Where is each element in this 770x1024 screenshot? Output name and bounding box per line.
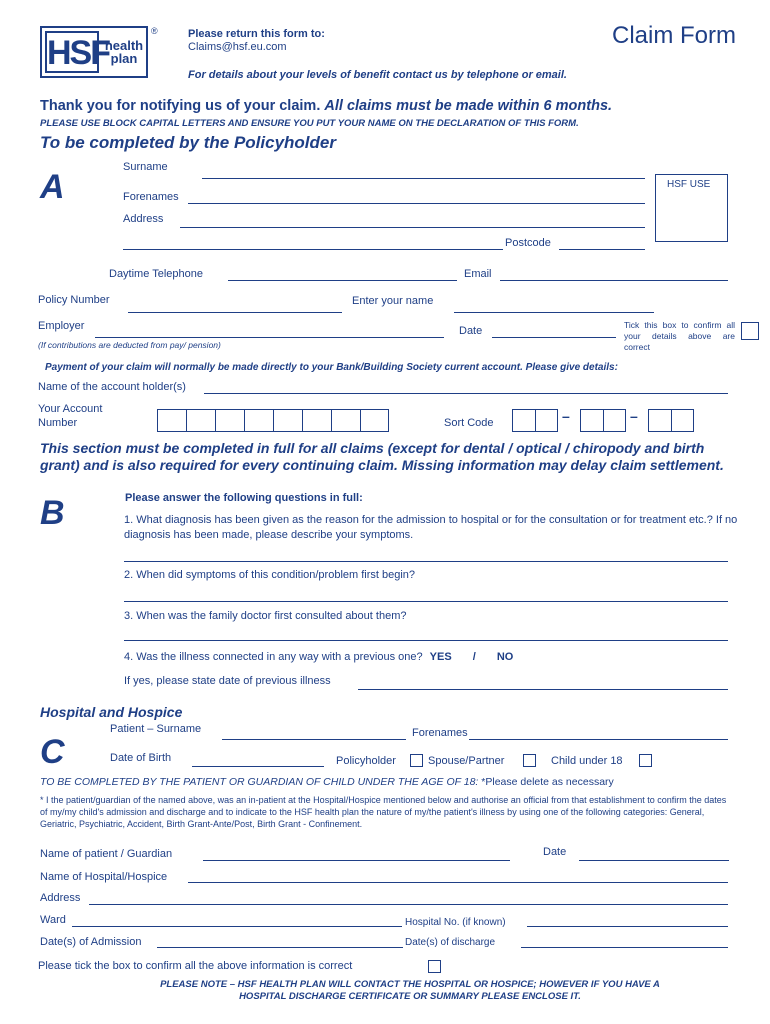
hospital-name-label: Name of Hospital/Hospice	[40, 871, 168, 883]
policyholder-label: Policyholder	[336, 755, 396, 767]
block-caps-note: PLEASE USE BLOCK CAPITAL LETTERS AND ENSURE YOU PUT YOUR NAME ON THE DECLARATION OF THIS FORM.	[40, 118, 579, 129]
address-label-c: Address	[40, 892, 81, 904]
answer-1-field[interactable]	[124, 561, 728, 562]
hsf-use-box	[655, 174, 728, 242]
address-label: Address	[123, 213, 164, 225]
yes-no-separator: /	[472, 651, 476, 663]
confirm-label: Please tick the box to confirm all the above information is correct	[38, 960, 353, 972]
hospital-no-label: Hospital No. (if known)	[405, 917, 506, 928]
account-holder-label: Name of the account holder(s)	[38, 381, 186, 393]
thank-you-text: Thank you for notifying us of your claim.	[40, 98, 321, 114]
enter-name-label: Enter your name	[352, 295, 434, 307]
address-field-1[interactable]	[180, 227, 645, 228]
sort-code-box-3[interactable]	[648, 409, 694, 432]
registered-mark: ®	[151, 26, 158, 36]
sort-code-label: Sort Code	[444, 417, 494, 429]
details-correct-checkbox[interactable]	[741, 322, 759, 340]
answer-2-field[interactable]	[124, 601, 728, 602]
patient-guardian-field[interactable]	[203, 860, 510, 861]
surname-label: Surname	[123, 161, 168, 173]
tick-confirm-note: Tick this box to confirm all your details above are correct	[624, 320, 735, 352]
intro-line	[40, 98, 612, 114]
sort-code-dash-2: –	[630, 408, 638, 424]
email-label: Email	[464, 268, 492, 280]
hsf-use-label: HSF USE	[667, 179, 711, 190]
sort-code-box-2[interactable]	[580, 409, 626, 432]
section-b-letter: B	[40, 494, 65, 532]
payment-note: Payment of your claim will normally be made directly to your Bank/Building Society current account. Please give details:	[45, 362, 618, 373]
previous-illness-field[interactable]	[358, 689, 728, 690]
footer-note-1: PLEASE NOTE – HSF HEALTH PLAN WILL CONTACT THE HOSPITAL OR HOSPICE; HOWEVER IF YOU HAVE A	[160, 979, 660, 990]
question-4: 4. Was the illness connected in any way with a previous one? YES / NO	[124, 651, 514, 663]
sort-code-dash-1: –	[562, 408, 570, 424]
sort-code-box-1[interactable]	[512, 409, 558, 432]
hospital-heading: Hospital and Hospice	[40, 704, 183, 720]
details-note: For details about your levels of benefit contact us by telephone or email.	[188, 69, 567, 81]
yes-option[interactable]: YES	[429, 651, 452, 663]
admission-field[interactable]	[157, 947, 403, 948]
section-a-letter: A	[40, 168, 65, 206]
section-b-intro: This section must be completed in full for all claims (except for dental / optical / chiropody and birth grant) and is also required for every continuing claim. Missing information may delay claim settlement.	[40, 440, 724, 473]
postcode-label: Postcode	[505, 237, 551, 249]
return-label: Please return this form to:	[188, 28, 325, 40]
postcode-field[interactable]	[559, 249, 645, 250]
question-1: 1. What diagnosis has been given as the reason for the admission to hospital or for the consultation or for treatment etc.? If no diagnosis has been made, please describe your symptoms.	[124, 514, 738, 541]
admission-label: Date(s) of Admission	[40, 936, 142, 948]
account-number-label: Your Account Number	[38, 403, 103, 429]
deadline-text: All claims must be made within 6 months.	[324, 98, 613, 114]
surname-field[interactable]	[202, 178, 645, 179]
form-title: Claim Form	[612, 22, 736, 49]
section-c-letter: C	[40, 733, 65, 771]
dob-label: Date of Birth	[110, 752, 172, 764]
hospital-name-field[interactable]	[188, 882, 728, 883]
policy-number-label: Policy Number	[38, 294, 110, 306]
declaration-text: * I the patient/guardian of the named above, was an in-patient at the Hospital/Hospice mentioned below and authorise an official from that establishment to confirm the dates of my/my child's admission and discharge and to indicate to the HSF health plan the nature of my/the patient's illness by using one of the following categories: General, Geriatric, Psychiatric, Accident, Birth Grant-Ante/Post, Birth Grant - Confinement.	[40, 795, 727, 829]
date-label: Date	[459, 325, 483, 337]
patient-surname-label: Patient – Surname	[110, 723, 202, 735]
child-label: Child under 18	[551, 755, 623, 767]
date-field[interactable]	[492, 337, 616, 338]
forenames-label: Forenames	[123, 191, 179, 203]
footer-note-2: HOSPITAL DISCHARGE CERTIFICATE OR SUMMARY PLEASE ENCLOSE IT.	[239, 991, 581, 1002]
policyholder-heading: To be completed by the Policyholder	[40, 133, 336, 152]
email-field[interactable]	[500, 280, 728, 281]
logo-abbr: HSF	[45, 31, 99, 73]
ward-label: Ward	[40, 914, 66, 926]
account-holder-field[interactable]	[204, 393, 728, 394]
answer-3-field[interactable]	[124, 640, 728, 641]
address-field-2[interactable]	[123, 249, 503, 250]
policyholder-checkbox[interactable]	[410, 754, 423, 767]
dob-field[interactable]	[192, 766, 324, 767]
daytime-phone-field[interactable]	[228, 280, 457, 281]
employer-field[interactable]	[95, 337, 444, 338]
child-checkbox[interactable]	[639, 754, 652, 767]
employer-label: Employer	[38, 320, 85, 332]
forenames-label-c: Forenames	[412, 727, 468, 739]
confirm-checkbox[interactable]	[428, 960, 441, 973]
question-2: 2. When did symptoms of this condition/problem first begin?	[124, 569, 416, 581]
return-email[interactable]: Claims@hsf.eu.com	[188, 41, 287, 53]
discharge-field[interactable]	[521, 947, 728, 948]
logo-text: health plan	[104, 38, 144, 66]
spouse-label: Spouse/Partner	[428, 755, 505, 767]
discharge-label: Date(s) of discharge	[405, 937, 496, 948]
patient-surname-field[interactable]	[222, 739, 406, 740]
employer-note: (If contributions are deducted from pay/ pension)	[38, 340, 221, 350]
policy-number-field[interactable]	[128, 312, 342, 313]
answer-prompt: Please answer the following questions in full:	[125, 492, 363, 504]
enter-name-field[interactable]	[454, 312, 654, 313]
spouse-checkbox[interactable]	[523, 754, 536, 767]
patient-forenames-field[interactable]	[469, 739, 728, 740]
question-3: 3. When was the family doctor first consulted about them?	[124, 610, 407, 622]
previous-illness-label: If yes, please state date of previous illness	[124, 675, 331, 687]
no-option[interactable]: NO	[496, 651, 514, 663]
date-label-c: Date	[543, 846, 567, 858]
account-number-boxes[interactable]	[157, 409, 389, 432]
hospital-address-field[interactable]	[89, 904, 728, 905]
guardian-note: TO BE COMPLETED BY THE PATIENT OR GUARDIAN OF CHILD UNDER THE AGE OF 18: *Please delete as necessary	[40, 776, 614, 788]
hospital-no-field[interactable]	[527, 926, 728, 927]
forenames-field[interactable]	[188, 203, 645, 204]
date-field-c[interactable]	[579, 860, 729, 861]
hsf-logo	[40, 26, 148, 78]
ward-field[interactable]	[72, 926, 402, 927]
daytime-phone-label: Daytime Telephone	[109, 268, 203, 280]
patient-guardian-label: Name of patient / Guardian	[40, 848, 173, 860]
